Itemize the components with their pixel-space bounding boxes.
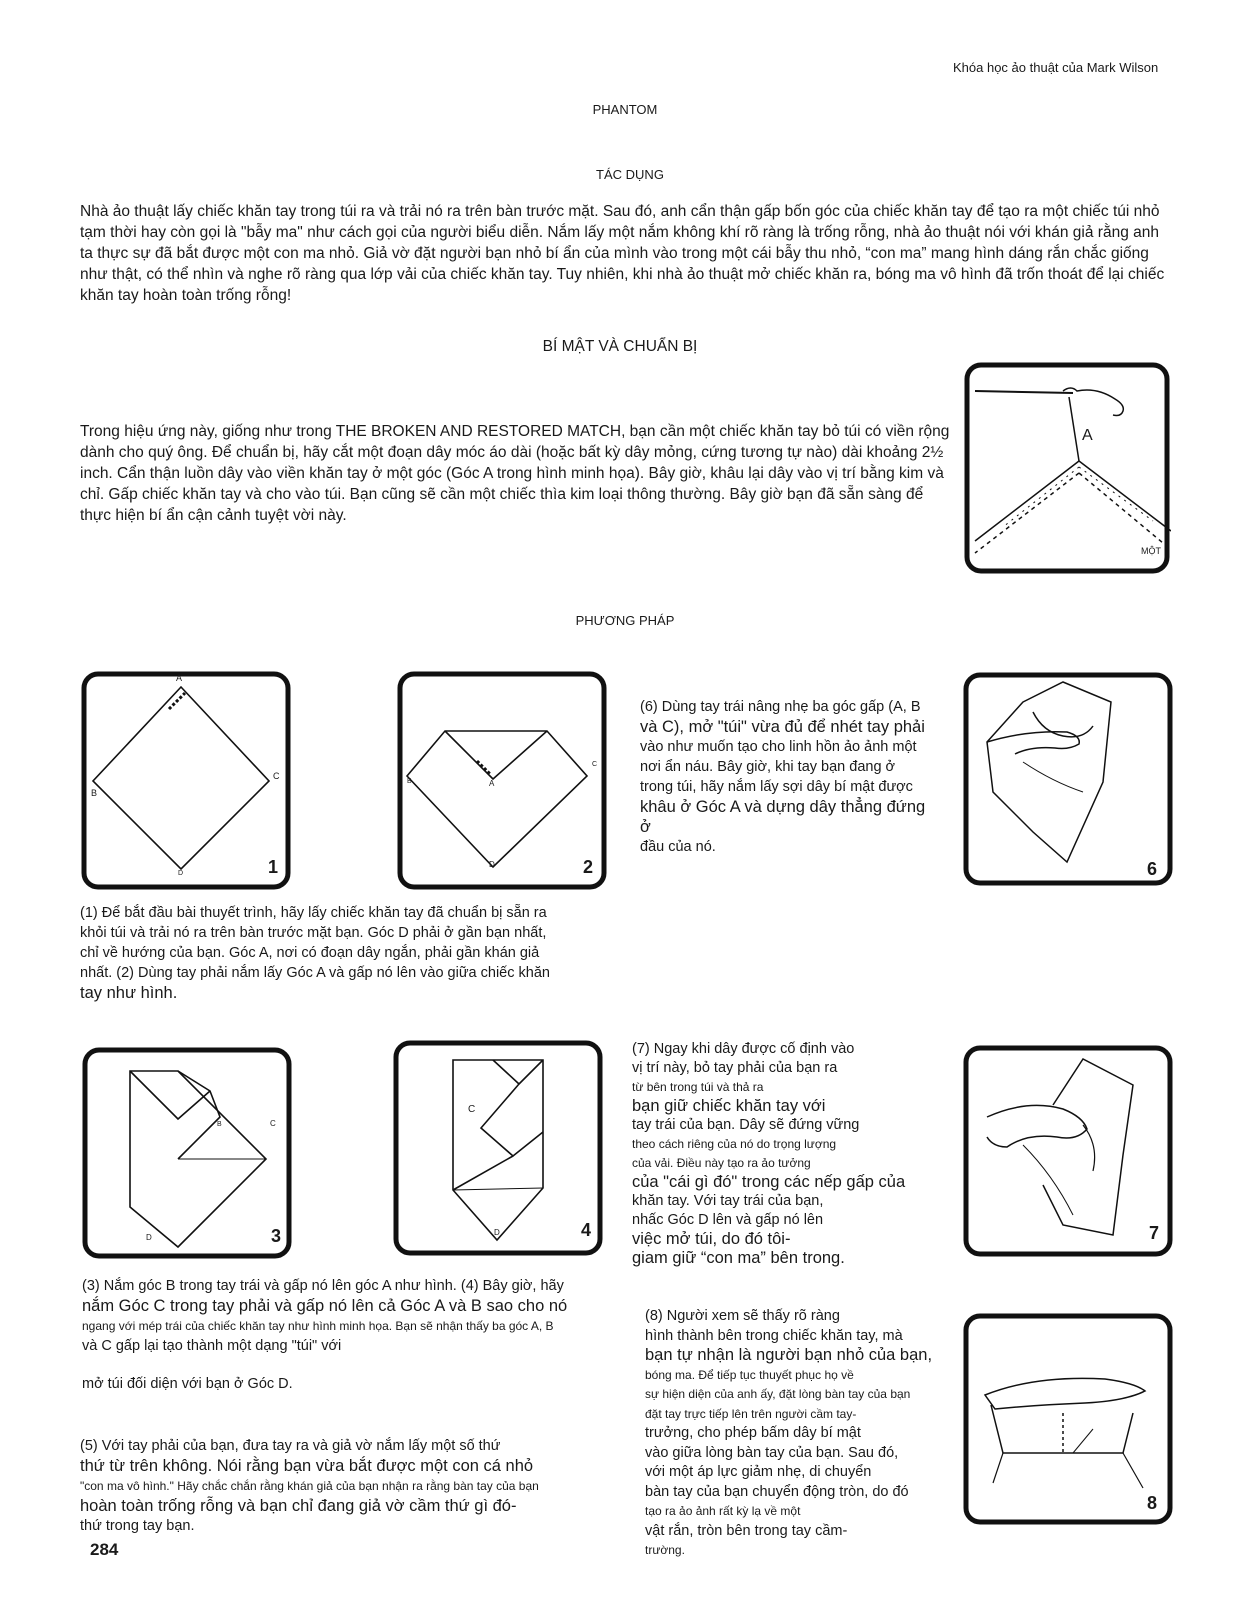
figure-1 [81,671,291,890]
effect-paragraph: Nhà ảo thuật lấy chiếc khăn tay trong túi ra và trải nó ra trên bàn trước mặt. Sau đó, anh cẩn thận gấp bốn góc của chiếc khăn tay để tạo ra một chiếc túi nhỏ tạm thời hay còn gọi là "bẫy ma" như cách gọi của người biểu diễn. Nắm lấy một nắm không khí rõ ràng là trống rỗng, nhà ảo thuật nói với khán giả rằng anh ta thực sự đã bắt được một con ma nhỏ. Giả vờ đặt người bạn nhỏ bí ẩn của mình vào trong một cái bẫy thu nhỏ, “con ma” mang hình dáng rắn chắc giống như thật, có thể nhìn và nghe rõ ràng qua lớp vải của chiếc khăn tay. Tuy nhiên, khi nhà ảo thuật mở chiếc khăn ra, bóng ma vô hình đã trốn thoát để lại chiếc khăn tay hoàn toàn trống rỗng! [80,203,1165,304]
label-c: C [270,1119,276,1128]
label-b: B [91,788,98,798]
running-header: Khóa học ảo thuật của Mark Wilson [953,60,1159,75]
label-b: B [407,778,412,785]
step-7-text: (7) Ngay khi dây được cố định vào vị trí này, bỏ tay phải của bạn ra từ bên trong túi và thả ra bạn giữ chiếc khăn tay với tay trái của bạn. Dây sẽ đứng vững theo cách riêng của nó do trọng lượng của vải. Điều này tạo ra ảo tưởng của "cái gì đó" trong các nếp gấp của khăn tay. Với tay trái của bạn, nhấc Góc D lên và gấp nó lên việc mở túi, do đó tôi- giam giữ “con ma” bên trong. [632,1041,906,1267]
figure-caption: MỘT [1141,546,1161,556]
label-c: C [468,1104,476,1115]
figure-number: 4 [581,1220,592,1240]
label-d: D [178,870,184,877]
label-a: A [176,673,183,683]
figure-6 [963,672,1173,886]
step-6-text: (6) Dùng tay trái nâng nhẹ ba góc gấp (A, B và C), mở "túi" vừa đủ để nhét tay phải vào như muốn tạo cho linh hồn ảo ảnh một nơi ẩn náu. Bây giờ, khi tay bạn đang ở trong túi, hãy nắm lấy sợi dây bí mật được khâu ở Góc A và dựng dây thẳng đứng ở đầu của nó. [640,699,926,855]
section-effect-heading: TÁC DỤNG [596,167,664,182]
figure-7 [963,1045,1173,1257]
figure-secret-corner [963,361,1171,575]
section-secret-heading: BÍ MẬT VÀ CHUẨN BỊ [542,338,698,355]
label-c: C [273,771,280,781]
figure-number: 3 [271,1226,282,1246]
page-number: 284 [90,1540,119,1559]
figure-2 [397,671,607,890]
steps-1-2-text: (1) Để bắt đầu bài thuyết trình, hãy lấy chiếc khăn tay đã chuẩn bị sẵn ra khỏi túi và trải nó ra trên bàn trước mặt bạn. Góc D phải ở gần bạn nhất, chỉ về hướng của bạn. Góc A, nơi có đoạn dây ngắn, phải gần khán giả nhất. (2) Dùng tay phải nắm lấy Góc A và gấp nó lên vào giữa chiếc khăn tay như hình. [80,905,550,1002]
label-d: D [146,1233,152,1242]
step-5-text: (5) Với tay phải của bạn, đưa tay ra và giả vờ nắm lấy một số thứ thứ từ trên không. Nói rằng bạn vừa bắt được một con cá nhỏ "con ma vô hình." Hãy chắc chắn rằng khán giả của bạn nhận ra rằng bàn tay của bạn hoàn toàn trống rỗng và bạn chỉ đang giả vờ cầm thứ gì đó- thứ trong tay bạn. [80,1438,539,1534]
figure-number: 2 [583,857,594,877]
figure-number: 6 [1147,859,1158,879]
page-title: PHANTOM [592,102,658,117]
label-a: A [489,779,495,788]
section-method-heading: PHƯƠNG PHÁP [575,613,675,628]
step-8-text: (8) Người xem sẽ thấy rõ ràng hình thành bên trong chiếc khăn tay, mà bạn tự nhận là người bạn nhỏ của bạn, bóng ma. Để tiếp tục thuyết phục họ về sự hiện diện của anh ấy, đặt lòng bàn tay của bạn đặt tay trực tiếp lên trên người cầm tay- trưởng, cho phép bấm dây bí mật vào giữa lòng bàn tay của bạn. Sau đó, với một áp lực giảm nhẹ, di chuyển bàn tay của bạn chuyển động tròn, do đó tạo ra ảo ảnh rất kỳ lạ về một vật rắn, tròn bên trong tay cầm- trường. [645,1308,933,1557]
label-b: B [217,1121,222,1128]
figure-4 [393,1040,603,1256]
figure-number: 7 [1149,1223,1160,1243]
secret-paragraph: Trong hiệu ứng này, giống như trong THE BROKEN AND RESTORED MATCH, bạn cần một chiếc khăn tay bỏ túi có viền rộng dành cho quý ông. Để chuẩn bị, hãy cắt một đoạn dây móc áo dài (hoặc bất kỳ dây mỏng, cứng tương tự nào) dài khoảng 2½ inch. Cẩn thận luồn dây vào viền khăn tay ở một góc (Góc A trong hình minh họa). Bây giờ, khâu lại dây vào vị trí bằng kim và chỉ. Gấp chiếc khăn tay và cho vào túi. Bạn cũng sẽ cần một chiếc thìa kim loại thông thường. Bây giờ bạn đã sẵn sàng để thực hiện bí ẩn cận cảnh tuyệt vời này. [80,423,950,524]
label-corner-a: A [1082,427,1093,444]
figure-number: 1 [268,857,279,877]
figure-3 [82,1047,292,1259]
label-d: D [494,1228,500,1237]
label-c: C [592,761,598,768]
figure-8 [963,1313,1173,1525]
label-d: D [489,860,495,869]
figure-number: 8 [1147,1493,1158,1513]
steps-3-4-text: (3) Nắm góc B trong tay trái và gấp nó lên góc A như hình. (4) Bây giờ, hãy nắm Góc C trong tay phải và gấp nó lên cả Góc A và B sao cho nó ngang với mép trái của chiếc khăn tay như hình minh họa. Bạn sẽ nhận thấy ba góc A, B và C gấp lại tạo thành một dạng "túi" với mở túi đối diện với bạn ở Góc D. [82,1278,568,1392]
